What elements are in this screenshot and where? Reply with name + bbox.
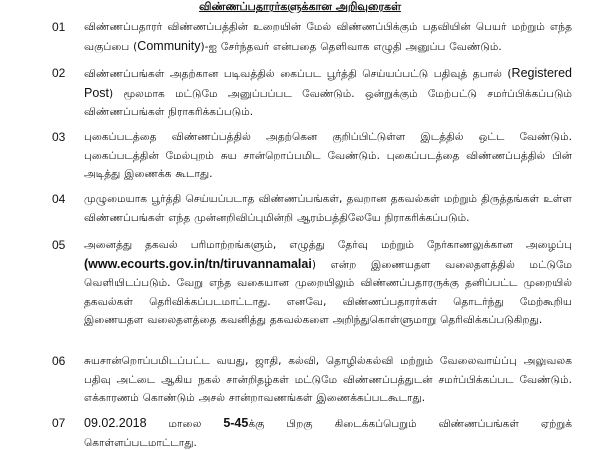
item-text-part-a: மாலை [146,418,224,430]
item-text-part-b: ) என்ற இணையதள வலைதளத்தில் மட்டுமே வெளியிடப்படும். வேறு எந்த வகையான முறையிலும் விண்ணப்பதாரருக்கு தனிப்பட்ட முறையில் தகவல்கள் தெரிவிக்கப்படமாட்டாது. எனவே, விண்ணப்பதாரர்கள் தொடர்ந்து மேற்கூறிய இணையதள வலைதளத்தை கவனித்து தகவல்களை அறிந்துகொள்ளுமாறு தெரிவிக்கப்படுகிறது. [84,258,572,326]
deadline-time: 5-45 [223,416,249,430]
item-text-part-a: அனைத்து தகவல் பரிமாற்றங்களும், எழுத்து தேர்வு மற்றும் நேர்காணலுக்கான அழைப்பு [84,239,572,251]
page-title-text: விண்ணப்பதாரர்களுக்கான அறிவுரைகள் [198,0,402,13]
item-number: 02 [52,66,66,80]
item-number: 01 [52,20,66,34]
item-text: புகைப்படத்தை விண்ணப்பத்தில் அதற்கென குறிப்பிட்டுள்ள இடத்தில் ஒட்ட வேண்டும். புகைப்படத்தின் மேல்புறம் சுய சான்றொப்பமிட வேண்டும். புகைப்படத்தை விண்ணப்பத்தில் பின் அடித்து இணைக்க கூடாது. [84,131,572,180]
page-title [0,0,600,13]
item-text [84,236,572,330]
deadline-date: 09.02.2018 [84,416,147,430]
item-text-part-b: )-ஐ சேர்ந்தவர் என்பதை தெளிவாக எழுதி அனுப்ப வேண்டும். [200,40,502,53]
item-number: 06 [52,354,66,368]
item-text-part-b: க்கு பிறகு கிடைக்கப்பெறும் விண்ணப்பங்கள் ஏற்றுக் கொள்ளப்படமாட்டாது. [84,418,572,449]
item-text [84,18,572,56]
item-number: 07 [52,416,66,430]
item-number: 03 [52,130,66,144]
item-text-part-a: விண்ணப்பங்கள் அதற்கான படிவத்தில் கைப்பட பூர்த்தி செய்யப்பட்டு பதிவுத் தபால் ( [84,68,512,80]
item-text-community: Community [137,38,201,53]
item-text [84,414,572,450]
item-text: சுயசான்றொப்பமிடப்பட்ட வயது, ஜாதி, கல்வி, தொழில்கல்வி மற்றும் வேலைவாய்ப்பு அலுவலக பதிவு அட்டை ஆகிய நகல் சான்றிதழ்கள் மட்டுமே விண்ணப்பத்துடன் சமர்ப்பிக்கப்பட வேண்டும். எக்காரணம் கொண்டும் அசல் சான்றாவணங்கள் இணைக்கப்படகூடாது. [84,355,572,404]
item-number: 05 [52,238,66,252]
website-url: (www.ecourts.gov.in/tn/tiruvannamalai [84,256,312,271]
item-text-part-b: ) மூலமாக மட்டுமே அனுப்பப்பட வேண்டும். ஒன்றுக்கும் மேற்பட்டு சமர்ப்பிக்கப்படும் விண்ணப்பங்கள் நிராகரிக்கப்படும். [84,87,572,118]
item-text [84,64,572,122]
item-text-part-a: விண்ணப்பதாரர் விண்ணப்பத்தின் உறையின் மேல் விண்ணப்பிக்கும் பதவியின் பெயர் மற்றும் எந்த வகுப்பை ( [84,21,572,53]
item-text-registered-post: Registered Post [84,66,572,100]
item-number: 04 [52,192,66,206]
item-text: முழுமையாக பூர்த்தி செய்யப்படாத விண்ணப்பங்கள், தவறான தகவல்கள் மற்றும் திருத்தங்கள் உள்ள விண்ணப்பங்கள் எந்த முன்னறிவிப்புமின்றி ஆரம்பத்திலேயே நிராகரிக்கப்படும். [84,193,572,224]
